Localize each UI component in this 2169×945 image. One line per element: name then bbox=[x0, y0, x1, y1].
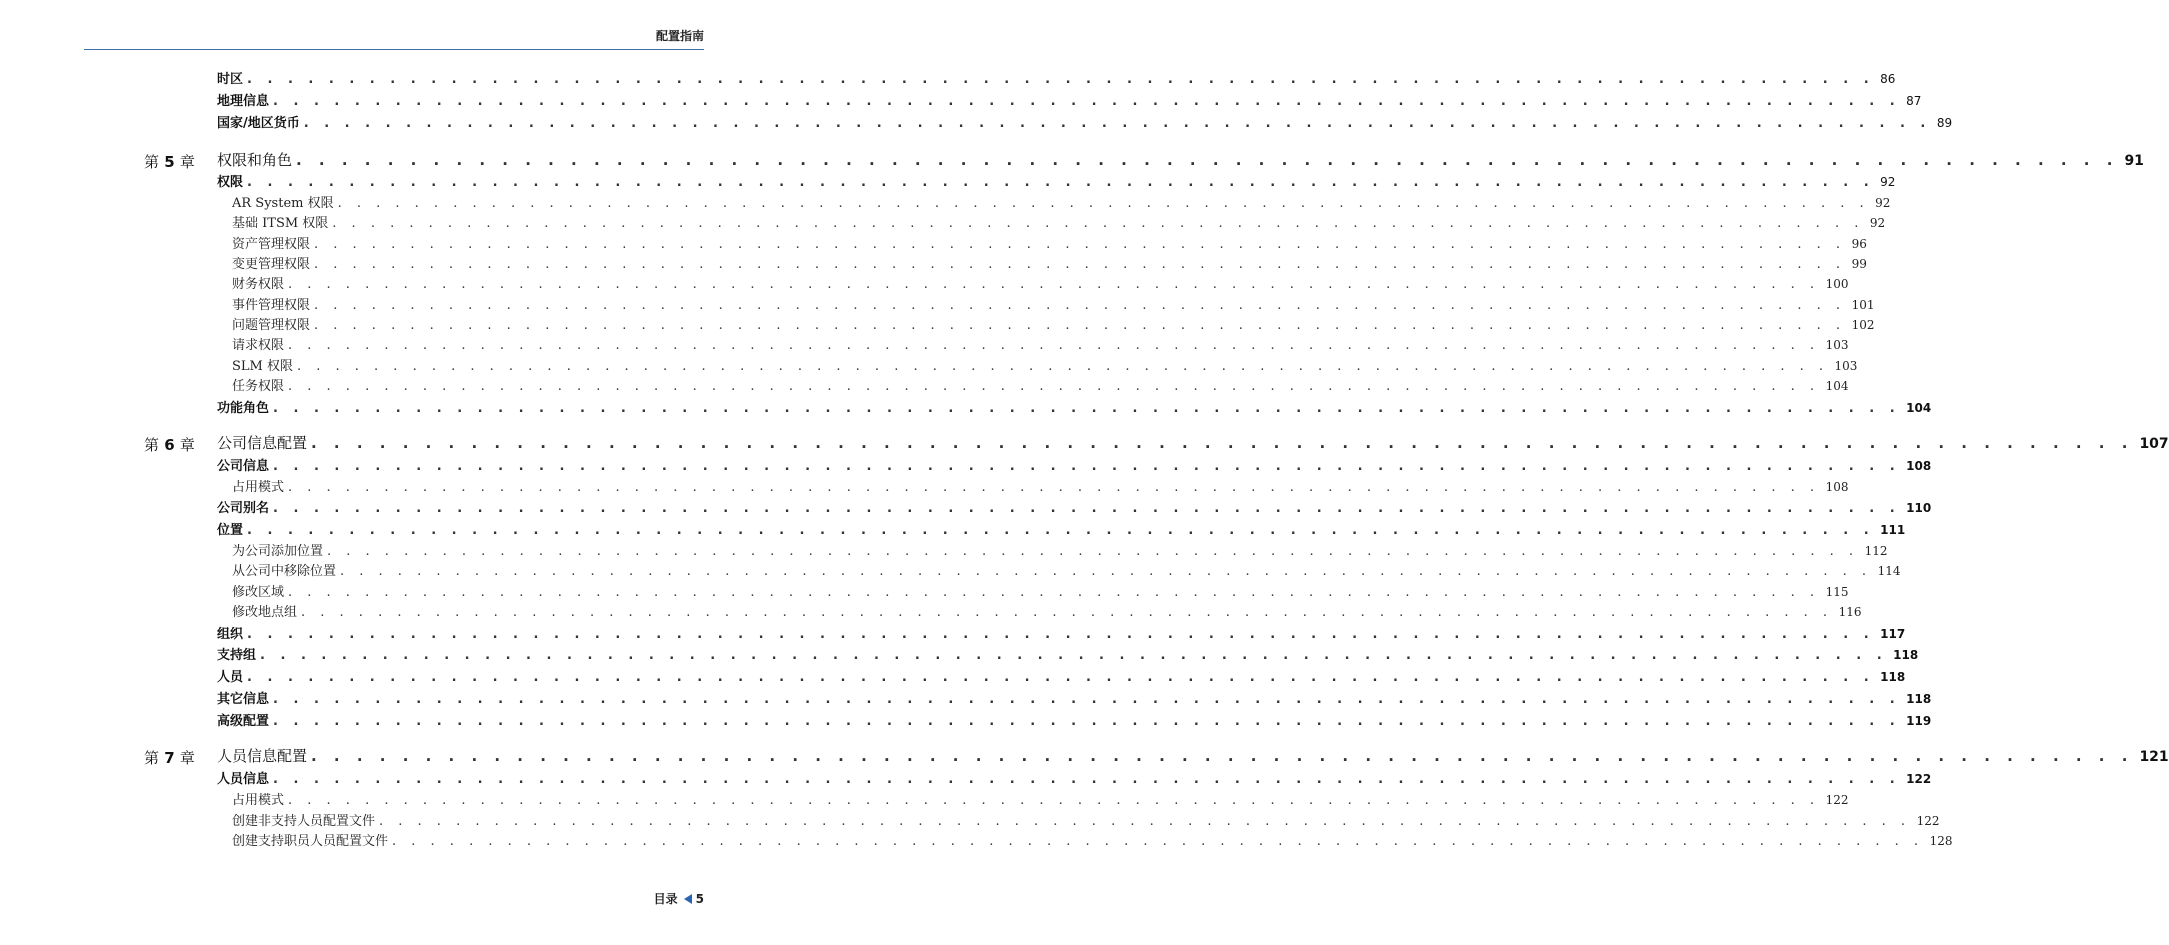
toc-section-entry[interactable] bbox=[217, 397, 1932, 416]
dot-leader: . . . . . . . . . . . . . . . . . . . . . . . . . . . . . . . . . . . . . . . . . . . . . . . . . . . . . . . . . . . . . . . . . . . . . . . . . . . . . . . . bbox=[288, 480, 1820, 495]
toc-entry-title: 财务权限 bbox=[232, 277, 285, 292]
dot-leader: . . . . . . . . . . . . . . . . . . . . . . . . . . . . . . . . . . . . . . . . . . . . . . . . . . . . . . . . . . . . . . . . . . . . . . . . . . . . . . . . bbox=[337, 196, 1870, 211]
toc-page-number: 92 bbox=[1880, 175, 1896, 189]
toc-subsection-entry[interactable] bbox=[232, 560, 1901, 579]
toc-subsection-entry[interactable] bbox=[232, 294, 1875, 313]
toc-page-number: 102 bbox=[1851, 318, 1875, 332]
toc-subsection-entry[interactable] bbox=[232, 192, 1891, 211]
toc-page-number: 110 bbox=[1906, 501, 1932, 515]
toc-entry-title: 修改区域 bbox=[232, 585, 285, 600]
toc-entry-title: 为公司添加位置 bbox=[232, 544, 324, 559]
toc-page-number: 122 bbox=[1906, 772, 1932, 786]
dot-leader: . . . . . . . . . . . . . . . . . . . . . . . . . . . . . . . . . . . . . . . . . . . . . . . . . . . . . . . . . . . . . . . . . . . . . . . . . . . . . . . . bbox=[273, 714, 1901, 729]
chapter-number: 6 bbox=[159, 436, 180, 454]
chapter-number-label bbox=[144, 151, 195, 172]
toc-entry-title: 基础 ITSM 权限 bbox=[232, 216, 329, 231]
toc-entry-title: 公司信息 bbox=[217, 459, 270, 474]
toc-page-number: 103 bbox=[1825, 338, 1849, 352]
toc-subsection-entry[interactable] bbox=[232, 581, 1849, 600]
toc-page-number: 92 bbox=[1869, 216, 1886, 230]
dot-leader: . . . . . . . . . . . . . . . . . . . . . . . . . . . . . . . . . . . . . . . . . . . . . . . . . . . . . . . . . . . . . . . . . . . . . . . . . . . . . . . . bbox=[288, 793, 1820, 808]
toc-chapter-entry[interactable] bbox=[217, 745, 2169, 766]
dot-leader: . . . . . . . . . . . . . . . . . . . . . . . . . . . . . . . . . . . . . . . . . . . . . . . . . . . . . . . . . . . . . . . . . . . . . . . . . . . . . . . . bbox=[303, 116, 1931, 131]
toc-entry-title: 任务权限 bbox=[232, 379, 285, 394]
dot-leader: . . . . . . . . . . . . . . . . . . . . . . . . . . . . . . . . . . . . . . . . . . . . . . . . . . . . . . . . . . . . . . . . . . . . . . . . . . . . . . . . bbox=[288, 338, 1820, 353]
chapter-number: 7 bbox=[159, 749, 180, 767]
dot-leader: . . . . . . . . . . . . . . . . . . . . . . . . . . . . . . . . . . . . . . . . . . . . . . . . . . . . . . . . . . . . . . . . . . . . . . . . . . . . . . . . bbox=[288, 277, 1820, 292]
dot-leader: . . . . . . . . . . . . . . . . . . . . . . . . . . . . . . . . . . . . . . . . . . . . . . . . . . . . . . . . . . . . . . . . . . . . . . . . . . . . . . . . bbox=[273, 94, 1901, 109]
toc-page-number: 86 bbox=[1880, 72, 1896, 86]
toc-section-entry[interactable] bbox=[217, 68, 1896, 87]
toc-page-number: 116 bbox=[1838, 605, 1862, 619]
dot-leader: . . . . . . . . . . . . . . . . . . . . . . . . . . . . . . . . . . . . . . . . . . . . . . . . . . . . . . . . . . . . . . . . . . . . . . . . . . . . . . . . bbox=[273, 501, 1901, 516]
toc-entry-title: 功能角色 bbox=[217, 401, 270, 416]
toc-entry-title: 从公司中移除位置 bbox=[232, 564, 337, 579]
dot-leader: . . . . . . . . . . . . . . . . . . . . . . . . . . . . . . . . . . . . . . . . . . . . . . . . . . . . . . . . . . . . . . . . . . . . . . . . . . . . . . . . bbox=[301, 605, 1833, 620]
toc-subsection-entry[interactable] bbox=[232, 789, 1849, 808]
chapter-number-label bbox=[144, 434, 195, 455]
dot-leader: . . . . . . . . . . . . . . . . . . . . . . . . . . . . . . . . . . . . . . . . . . . . . . . . . . . . . . . . . . . . . . . . . . . . . . . . . . . . . . . . bbox=[311, 434, 2134, 452]
chapter-suffix: 章 bbox=[179, 749, 195, 767]
toc-page-number: 118 bbox=[1893, 648, 1919, 662]
dot-leader: . . . . . . . . . . . . . . . . . . . . . . . . . . . . . . . . . . . . . . . . . . . . . . . . . . . . . . . . . . . . . . . . . . . . . . . . . . . . . . . . bbox=[273, 401, 1901, 416]
toc-page-number: 112 bbox=[1864, 544, 1888, 558]
toc-subsection-entry[interactable] bbox=[232, 540, 1888, 559]
toc-subsection-entry[interactable] bbox=[232, 830, 1953, 849]
dot-leader: . . . . . . . . . . . . . . . . . . . . . . . . . . . . . . . . . . . . . . . . . . . . . . . . . . . . . . . . . . . . . . . . . . . . . . . . . . . . . . . . bbox=[247, 670, 1875, 685]
toc-subsection-entry[interactable] bbox=[232, 375, 1849, 394]
toc-entry-title: 人员 bbox=[217, 670, 244, 685]
toc-page-number: 111 bbox=[1880, 523, 1906, 537]
toc-entry-title: AR System 权限 bbox=[232, 196, 334, 211]
toc-page-number: 114 bbox=[1877, 564, 1901, 578]
page-footer bbox=[654, 890, 704, 907]
toc-entry-title: 请求权限 bbox=[232, 338, 285, 353]
toc-subsection-entry[interactable] bbox=[232, 314, 1875, 333]
dot-leader: . . . . . . . . . . . . . . . . . . . . . . . . . . . . . . . . . . . . . . . . . . . . . . . . . . . . . . . . . . . . . . . . . . . . . . . . . . . . . . . . bbox=[247, 523, 1875, 538]
chapter-suffix: 章 bbox=[179, 153, 195, 171]
toc-entry-title: 支持组 bbox=[217, 648, 257, 663]
toc-page-number: 104 bbox=[1825, 379, 1849, 393]
chapter-number: 5 bbox=[159, 153, 180, 171]
toc-subsection-entry[interactable] bbox=[232, 476, 1849, 495]
dot-leader: . . . . . . . . . . . . . . . . . . . . . . . . . . . . . . . . . . . . . . . . . . . . . . . . . . . . . . . . . . . . . . . . . . . . . . . . . . . . . . . . bbox=[247, 175, 1875, 190]
toc-page-number: 92 bbox=[1875, 196, 1891, 210]
toc-subsection-entry[interactable] bbox=[232, 334, 1849, 353]
toc-page-number: 128 bbox=[1929, 834, 1953, 848]
chapter-prefix: 第 bbox=[144, 436, 160, 454]
toc-page-number: 107 bbox=[2139, 436, 2169, 452]
toc-entry-title: 组织 bbox=[217, 627, 244, 642]
dot-leader: . . . . . . . . . . . . . . . . . . . . . . . . . . . . . . . . . . . . . . . . . . . . . . . . . . . . . . . . . . . . . . . . . . . . . . . . . . . . . . . . bbox=[379, 814, 1911, 829]
toc-section-entry[interactable] bbox=[217, 688, 1932, 707]
toc-page-number: 96 bbox=[1851, 237, 1867, 251]
toc-subsection-entry[interactable] bbox=[232, 810, 1940, 829]
toc-page-number: 117 bbox=[1880, 627, 1906, 641]
dot-leader: . . . . . . . . . . . . . . . . . . . . . . . . . . . . . . . . . . . . . . . . . . . . . . . . . . . . . . . . . . . . . . . . . . . . . . . . . . . . . . . . bbox=[247, 627, 1875, 642]
toc-page-number: 89 bbox=[1936, 116, 1953, 130]
dot-leader: . . . . . . . . . . . . . . . . . . . . . . . . . . . . . . . . . . . . . . . . . . . . . . . . . . . . . . . . . . . . . . . . . . . . . . . . . . . . . . . . bbox=[247, 72, 1875, 87]
toc-subsection-entry[interactable] bbox=[232, 253, 1867, 272]
toc-chapter-entry[interactable] bbox=[217, 149, 2144, 170]
toc-entry-title: 变更管理权限 bbox=[232, 257, 311, 272]
dot-leader: . . . . . . . . . . . . . . . . . . . . . . . . . . . . . . . . . . . . . . . . . . . . . . . . . . . . . . . . . . . . . . . . . . . . . . . . . . . . . . . . bbox=[273, 692, 1901, 707]
toc-entry-title: 公司信息配置 bbox=[217, 434, 308, 452]
toc-entry-title: 国家/地区货币 bbox=[217, 116, 300, 131]
toc-page-number: 91 bbox=[2124, 153, 2144, 169]
back-arrow-icon[interactable] bbox=[684, 894, 692, 904]
toc-page-number: 122 bbox=[1916, 814, 1940, 828]
dot-leader: . . . . . . . . . . . . . . . . . . . . . . . . . . . . . . . . . . . . . . . . . . . . . . . . . . . . . . . . . . . . . . . . . . . . . . . . . . . . . . . . bbox=[296, 151, 2119, 169]
toc-entry-title: 修改地点组 bbox=[232, 605, 298, 620]
toc-section-entry[interactable] bbox=[217, 455, 1932, 474]
chapter-suffix: 章 bbox=[179, 436, 195, 454]
dot-leader: . . . . . . . . . . . . . . . . . . . . . . . . . . . . . . . . . . . . . . . . . . . . . . . . . . . . . . . . . . . . . . . . . . . . . . . . . . . . . . . . bbox=[332, 216, 1864, 231]
toc-section-entry[interactable] bbox=[217, 112, 1953, 131]
toc-entry-title: 人员信息配置 bbox=[217, 747, 308, 765]
toc-entry-title: 占用模式 bbox=[232, 793, 285, 808]
toc-page-number: 108 bbox=[1906, 459, 1932, 473]
footer-page-number: 5 bbox=[695, 891, 704, 906]
toc-section-entry[interactable] bbox=[217, 90, 1922, 109]
toc-entry-title: 创建非支持人员配置文件 bbox=[232, 814, 376, 829]
toc-page-number: 118 bbox=[1906, 692, 1932, 706]
running-header-title: 配置指南 bbox=[655, 29, 704, 43]
chapter-number-label bbox=[144, 747, 195, 768]
toc-subsection-entry[interactable] bbox=[232, 355, 1858, 374]
toc-section-entry[interactable] bbox=[217, 519, 1906, 538]
toc-entry-title: 占用模式 bbox=[232, 480, 285, 495]
chapter-prefix: 第 bbox=[144, 153, 160, 171]
toc-page-number: 87 bbox=[1906, 94, 1922, 108]
dot-leader: . . . . . . . . . . . . . . . . . . . . . . . . . . . . . . . . . . . . . . . . . . . . . . . . . . . . . . . . . . . . . . . . . . . . . . . . . . . . . . . . bbox=[260, 648, 1888, 663]
toc-entry-title: SLM 权限 bbox=[232, 359, 293, 374]
dot-leader: . . . . . . . . . . . . . . . . . . . . . . . . . . . . . . . . . . . . . . . . . . . . . . . . . . . . . . . . . . . . . . . . . . . . . . . . . . . . . . . . bbox=[273, 459, 1901, 474]
header-divider bbox=[84, 49, 704, 50]
toc-chapter-entry[interactable] bbox=[217, 432, 2169, 453]
toc-page-number: 121 bbox=[2139, 749, 2169, 765]
toc-entry-title: 位置 bbox=[217, 523, 244, 538]
toc-entry-title: 地理信息 bbox=[217, 94, 270, 109]
toc-entry-title: 事件管理权限 bbox=[232, 298, 311, 313]
toc-subsection-entry[interactable] bbox=[232, 212, 1886, 231]
dot-leader: . . . . . . . . . . . . . . . . . . . . . . . . . . . . . . . . . . . . . . . . . . . . . . . . . . . . . . . . . . . . . . . . . . . . . . . . . . . . . . . . bbox=[288, 585, 1820, 600]
toc-entry-title: 高级配置 bbox=[217, 714, 270, 729]
toc-page-number: 104 bbox=[1906, 401, 1932, 415]
dot-leader: . . . . . . . . . . . . . . . . . . . . . . . . . . . . . . . . . . . . . . . . . . . . . . . . . . . . . . . . . . . . . . . . . . . . . . . . . . . . . . . . bbox=[314, 298, 1846, 313]
toc-page-number: 100 bbox=[1825, 277, 1849, 291]
dot-leader: . . . . . . . . . . . . . . . . . . . . . . . . . . . . . . . . . . . . . . . . . . . . . . . . . . . . . . . . . . . . . . . . . . . . . . . . . . . . . . . . bbox=[340, 564, 1872, 579]
toc-section-entry[interactable] bbox=[217, 768, 1932, 787]
toc-page-number: 115 bbox=[1825, 585, 1849, 599]
toc-entry-title: 其它信息 bbox=[217, 692, 270, 707]
footer-label: 目录 bbox=[653, 892, 678, 906]
toc-section-entry[interactable] bbox=[217, 171, 1896, 190]
dot-leader: . . . . . . . . . . . . . . . . . . . . . . . . . . . . . . . . . . . . . . . . . . . . . . . . . . . . . . . . . . . . . . . . . . . . . . . . . . . . . . . . bbox=[288, 379, 1820, 394]
dot-leader: . . . . . . . . . . . . . . . . . . . . . . . . . . . . . . . . . . . . . . . . . . . . . . . . . . . . . . . . . . . . . . . . . . . . . . . . . . . . . . . . bbox=[314, 318, 1846, 333]
dot-leader: . . . . . . . . . . . . . . . . . . . . . . . . . . . . . . . . . . . . . . . . . . . . . . . . . . . . . . . . . . . . . . . . . . . . . . . . . . . . . . . . bbox=[311, 747, 2134, 765]
toc-page-number: 119 bbox=[1906, 714, 1932, 728]
toc-subsection-entry[interactable] bbox=[232, 273, 1849, 292]
dot-leader: . . . . . . . . . . . . . . . . . . . . . . . . . . . . . . . . . . . . . . . . . . . . . . . . . . . . . . . . . . . . . . . . . . . . . . . . . . . . . . . . bbox=[296, 359, 1829, 374]
chapter-prefix: 第 bbox=[144, 749, 160, 767]
toc-entry-title: 权限和角色 bbox=[217, 151, 293, 169]
toc-section-entry[interactable] bbox=[217, 644, 1919, 663]
toc-page-number: 118 bbox=[1880, 670, 1906, 684]
toc-page-number: 101 bbox=[1851, 298, 1875, 312]
toc-subsection-entry[interactable] bbox=[232, 601, 1862, 620]
toc-section-entry[interactable] bbox=[217, 497, 1932, 516]
toc-section-entry[interactable] bbox=[217, 710, 1932, 729]
toc-page-number: 122 bbox=[1825, 793, 1849, 807]
toc-page-number: 108 bbox=[1825, 480, 1849, 494]
toc-entry-title: 创建支持职员人员配置文件 bbox=[232, 834, 389, 849]
toc-page-number: 99 bbox=[1851, 257, 1867, 271]
toc-section-entry[interactable] bbox=[217, 623, 1906, 642]
dot-leader: . . . . . . . . . . . . . . . . . . . . . . . . . . . . . . . . . . . . . . . . . . . . . . . . . . . . . . . . . . . . . . . . . . . . . . . . . . . . . . . . bbox=[327, 544, 1859, 559]
toc-page-number: 103 bbox=[1834, 359, 1858, 373]
toc-entry-title: 人员信息 bbox=[217, 772, 270, 787]
toc-entry-title: 资产管理权限 bbox=[232, 237, 311, 252]
toc-entry-title: 问题管理权限 bbox=[232, 318, 311, 333]
toc-section-entry[interactable] bbox=[217, 666, 1906, 685]
toc-entry-title: 时区 bbox=[217, 72, 244, 87]
toc-entry-title: 权限 bbox=[217, 175, 244, 190]
dot-leader: . . . . . . . . . . . . . . . . . . . . . . . . . . . . . . . . . . . . . . . . . . . . . . . . . . . . . . . . . . . . . . . . . . . . . . . . . . . . . . . . bbox=[273, 772, 1901, 787]
toc-subsection-entry[interactable] bbox=[232, 233, 1867, 252]
dot-leader: . . . . . . . . . . . . . . . . . . . . . . . . . . . . . . . . . . . . . . . . . . . . . . . . . . . . . . . . . . . . . . . . . . . . . . . . . . . . . . . . bbox=[392, 834, 1924, 849]
toc-entry-title: 公司别名 bbox=[217, 501, 270, 516]
dot-leader: . . . . . . . . . . . . . . . . . . . . . . . . . . . . . . . . . . . . . . . . . . . . . . . . . . . . . . . . . . . . . . . . . . . . . . . . . . . . . . . . bbox=[314, 237, 1846, 252]
dot-leader: . . . . . . . . . . . . . . . . . . . . . . . . . . . . . . . . . . . . . . . . . . . . . . . . . . . . . . . . . . . . . . . . . . . . . . . . . . . . . . . . bbox=[314, 257, 1846, 272]
